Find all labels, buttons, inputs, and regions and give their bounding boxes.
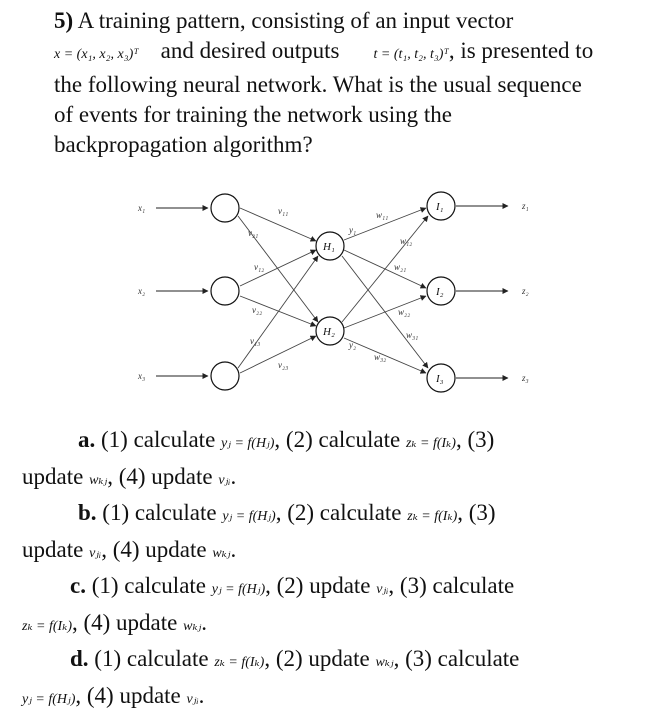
hidden-label-h2: H₂ (322, 326, 335, 338)
question-line-4: of events for training the network using the (54, 100, 654, 130)
vector-x-math: x = (x₁, x₂, x₃)ᵀ (54, 47, 139, 62)
z-label-2: z₂ (521, 286, 529, 296)
option-a-text-5: , (4) update (107, 464, 212, 489)
vector-t-math: t = (t₁, t₂, t₃)ᵀ (374, 47, 449, 62)
network-svg (130, 178, 550, 403)
option-c-math-1: yⱼ = f(Hⱼ) (212, 582, 265, 597)
edge-v12 (240, 250, 316, 286)
input-label-x1: x₁ (137, 203, 145, 213)
output-label-i2: I₂ (435, 286, 444, 298)
option-c-math-3: zₖ = f(Iₖ) (22, 619, 72, 634)
weight-v22: v₂₂ (252, 305, 262, 315)
option-c-math-2: vⱼᵢ (376, 582, 388, 597)
option-b-text-5: , (4) update (101, 537, 206, 562)
option-c-text-3: , (3) calculate (388, 573, 514, 598)
neural-network-diagram (130, 178, 550, 403)
option-a-math-4: vⱼᵢ (218, 473, 230, 488)
option-c-line-2[interactable] (0, 607, 661, 644)
option-d-letter: d. (70, 646, 89, 671)
option-b-math-3: vⱼᵢ (89, 546, 101, 561)
option-c-line-1[interactable] (0, 570, 661, 607)
question-line-2 (54, 36, 654, 70)
option-a-text-3: , (3) (456, 427, 494, 452)
option-d-text-5: . (199, 683, 205, 708)
question-line-5: backpropagation algorithm? (54, 130, 654, 160)
option-d-text-2: , (2) update (264, 646, 369, 671)
option-a-text-1: (1) calculate (101, 427, 215, 452)
edge-v13 (238, 256, 318, 368)
input-node-3 (211, 362, 239, 390)
question-text (54, 6, 654, 160)
option-a-math-1: yⱼ = f(Hⱼ) (221, 436, 274, 451)
option-b-line-2[interactable] (0, 534, 661, 571)
y-label-1: y₁ (348, 225, 356, 235)
option-b-math-4: wₖⱼ (212, 546, 230, 561)
weight-w22: w₂₂ (398, 307, 410, 317)
option-c-text-1: (1) calculate (92, 573, 206, 598)
weight-w32: w₃₂ (374, 352, 386, 362)
question-line-1 (54, 6, 654, 36)
option-b-text-2: , (2) calculate (276, 500, 402, 525)
output-label-i3: I₃ (435, 373, 444, 385)
question-line-3: the following neural network. What is the usual sequence (54, 70, 654, 100)
option-d-line-1[interactable] (0, 643, 661, 680)
option-a-text-2: , (2) calculate (274, 427, 400, 452)
option-a-line-2[interactable] (0, 461, 661, 498)
option-b-text-3: , (3) (457, 500, 495, 525)
y-label-2: y₂ (348, 340, 356, 350)
option-d-text-1: (1) calculate (94, 646, 208, 671)
question-line1-text: A training pattern, consisting of an input vector (78, 8, 514, 33)
weight-w11: w₁₁ (376, 210, 388, 220)
option-b-math-1: yⱼ = f(Hⱼ) (222, 509, 275, 524)
question-line2-mid: and desired outputs (161, 38, 340, 63)
option-d-text-4: , (4) update (75, 683, 180, 708)
input-label-x2: x₂ (137, 286, 145, 296)
option-a-line-1[interactable] (0, 424, 661, 461)
question-line2-end: , is presented to (449, 38, 593, 63)
answer-options (0, 424, 661, 716)
option-a-math-2: zₖ = f(Iₖ) (406, 436, 456, 451)
weight-v12: v₁₂ (254, 262, 264, 272)
option-c-text-4: , (4) update (72, 610, 177, 635)
option-d-math-1: zₖ = f(Iₖ) (214, 655, 264, 670)
output-label-i1: I₁ (435, 201, 444, 213)
weight-v23: v₂₃ (278, 360, 288, 370)
option-a-letter: a. (78, 427, 95, 452)
option-b-letter: b. (78, 500, 97, 525)
option-d-math-3: yⱼ = f(Hⱼ) (22, 692, 75, 707)
option-b-line-1[interactable] (0, 497, 661, 534)
option-d-math-2: wₖⱼ (375, 655, 393, 670)
option-c-math-4: wₖⱼ (183, 619, 201, 634)
z-label-1: z₁ (521, 201, 529, 211)
option-c-text-5: . (201, 610, 207, 635)
option-d-text-3: , (3) calculate (394, 646, 520, 671)
option-c-letter: c. (70, 573, 86, 598)
weight-w31: w₃₁ (406, 330, 418, 340)
weight-w12: w₁₂ (400, 236, 412, 246)
option-a-math-3: wₖⱼ (89, 473, 107, 488)
input-node-2 (211, 277, 239, 305)
option-b-text-4: update (22, 537, 83, 562)
weight-v11: v₁₁ (278, 206, 288, 216)
option-a-text-4: update (22, 464, 83, 489)
input-label-x3: x₃ (137, 371, 145, 381)
weight-v21: v₂₁ (248, 228, 258, 238)
hidden-label-h1: H₁ (322, 241, 335, 253)
weight-w21: w₂₁ (394, 262, 406, 272)
option-d-line-2[interactable] (0, 680, 661, 716)
question-number: 5) (54, 8, 73, 33)
option-c-text-2: , (2) update (265, 573, 370, 598)
z-label-3: z₃ (521, 373, 529, 383)
weight-v13: v₁₃ (250, 336, 260, 346)
option-b-text-1: (1) calculate (102, 500, 216, 525)
option-b-math-2: zₖ = f(Iₖ) (407, 509, 457, 524)
input-node-1 (211, 194, 239, 222)
edge-w22 (344, 296, 426, 328)
option-a-text-6: . (231, 464, 237, 489)
option-d-math-4: vⱼᵢ (187, 692, 199, 707)
option-b-text-6: . (231, 537, 237, 562)
